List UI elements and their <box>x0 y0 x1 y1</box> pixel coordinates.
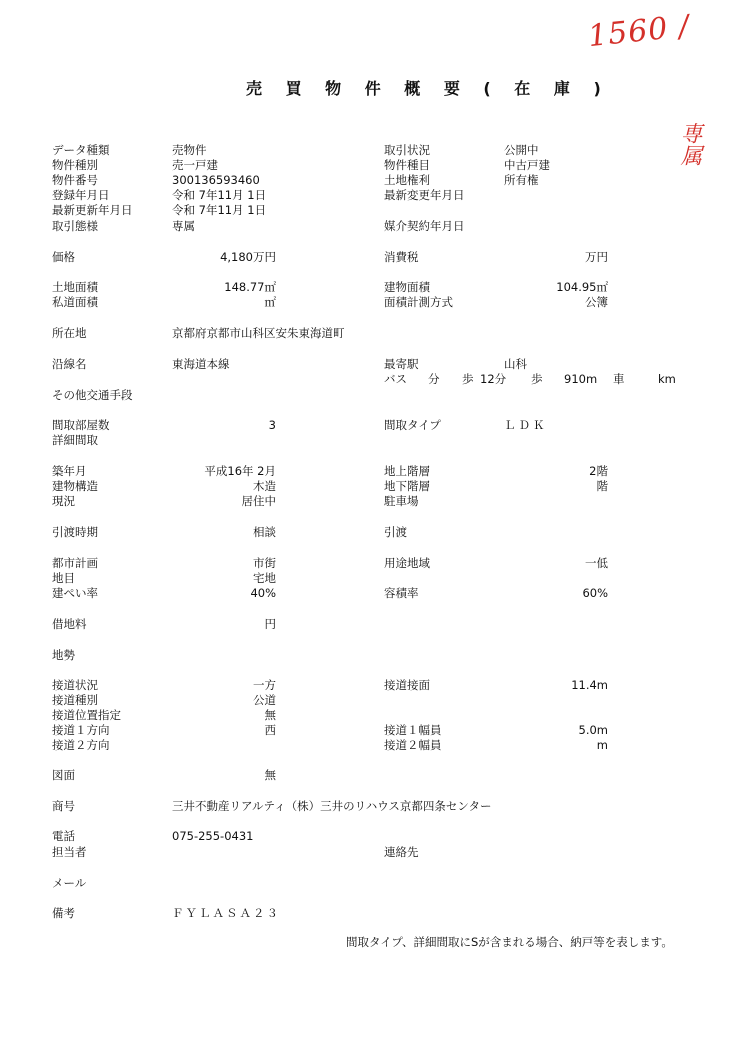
label-land-category: 地目 <box>52 571 75 585</box>
label-road1-direction: 接道１方向 <box>52 723 110 737</box>
label-city-planning: 都市計画 <box>52 556 98 570</box>
value-road-position: 無 <box>264 708 276 722</box>
value-land-rights: 所有権 <box>504 173 539 187</box>
value-road-frontage: 11.4m <box>571 678 608 692</box>
walk-minutes: 12分 <box>480 372 507 386</box>
value-rooms: 3 <box>268 418 276 432</box>
value-property-type: 売一戸建 <box>172 158 218 172</box>
label-handover: 引渡 <box>384 525 407 539</box>
handwritten-mark: 専属 <box>677 122 702 166</box>
label-topography: 地勢 <box>52 648 75 662</box>
value-built: 平成16年 2月 <box>204 464 276 478</box>
value-bcr: 40% <box>250 586 276 600</box>
value-area-method: 公簿 <box>585 295 608 309</box>
car-label: 車 <box>613 372 625 386</box>
label-land-lease: 借地料 <box>52 617 87 631</box>
label-land-area: 土地面積 <box>52 280 98 294</box>
label-staff: 担当者 <box>52 845 87 859</box>
label-transaction-mode: 取引態様 <box>52 219 98 233</box>
value-current-status: 居住中 <box>241 494 276 508</box>
label-last-change-date: 最新変更年月日 <box>384 188 465 202</box>
label-property-item: 物件種目 <box>384 158 430 172</box>
value-remarks: ＦＹＬＡＳＡ２３ <box>172 906 280 920</box>
value-drawing: 無 <box>264 768 276 782</box>
label-current-status: 現況 <box>52 494 75 508</box>
value-transaction-mode: 専属 <box>172 219 195 233</box>
car-km-unit: km <box>658 372 676 386</box>
label-bcr: 建ぺい率 <box>52 586 98 600</box>
label-structure: 建物構造 <box>52 479 98 493</box>
label-detail-layout: 詳細間取 <box>52 433 98 447</box>
value-use-zone: 一低 <box>585 556 608 570</box>
label-line: 沿線名 <box>52 357 87 371</box>
value-road2-width: m <box>596 738 608 752</box>
value-location: 京都府京都市山科区安朱東海道町 <box>172 326 345 340</box>
label-price: 価格 <box>52 250 75 264</box>
label-building-area: 建物面積 <box>384 280 430 294</box>
label-rooms: 間取部屋数 <box>52 418 110 432</box>
value-road-type: 公道 <box>253 693 276 707</box>
label-road2-direction: 接道２方向 <box>52 738 110 752</box>
value-company: 三井不動産リアルティ（株）三井のリハウス京都四条センター <box>172 799 492 813</box>
walk-distance: 910m <box>564 372 598 386</box>
label-company: 商号 <box>52 799 75 813</box>
value-road1-width: 5.0m <box>578 723 608 737</box>
value-transaction-status: 公開中 <box>504 143 539 157</box>
label-last-update-date: 最新更新年月日 <box>52 203 133 217</box>
value-road1-direction: 西 <box>264 723 276 737</box>
label-drawing: 図面 <box>52 768 75 782</box>
value-phone: 075-255-0431 <box>172 829 254 843</box>
value-far: 60% <box>582 586 608 600</box>
value-road-status: 一方 <box>253 678 276 692</box>
label-data-type: データ種類 <box>52 143 110 157</box>
label-phone: 電話 <box>52 829 75 843</box>
label-road-position: 接道位置指定 <box>52 708 121 722</box>
label-road-status: 接道状況 <box>52 678 98 692</box>
value-land-area: 148.77㎡ <box>224 280 276 294</box>
label-road-frontage: 接道接面 <box>384 678 430 692</box>
label-registered-date: 登録年月日 <box>52 188 110 202</box>
value-registered-date: 令和 7年11月 1日 <box>172 188 267 202</box>
label-transaction-status: 取引状況 <box>384 143 430 157</box>
label-layout-type: 間取タイプ <box>384 418 441 432</box>
value-handover-time: 相談 <box>253 525 276 539</box>
value-price: 4,180万円 <box>220 250 276 264</box>
walk-label-1: 歩 <box>462 372 474 386</box>
value-floors-above: 2階 <box>589 464 608 478</box>
bus-label: バス <box>384 372 407 386</box>
label-parking: 駐車場 <box>384 494 419 508</box>
label-road2-width: 接道２幅員 <box>384 738 442 752</box>
value-building-area: 104.95㎡ <box>556 280 608 294</box>
label-handover-time: 引渡時期 <box>52 525 98 539</box>
label-far: 容積率 <box>384 586 419 600</box>
value-structure: 木造 <box>253 479 276 493</box>
label-property-type: 物件種別 <box>52 158 98 172</box>
value-property-number: 300136593460 <box>172 173 260 187</box>
walk-label-2: 歩 <box>531 372 543 386</box>
value-private-road-area: ㎡ <box>264 295 276 309</box>
label-contact: 連絡先 <box>384 845 419 859</box>
label-property-number: 物件番号 <box>52 173 98 187</box>
label-use-zone: 用途地域 <box>384 556 430 570</box>
label-floors-below: 地下階層 <box>384 479 430 493</box>
label-road1-width: 接道１幅員 <box>384 723 442 737</box>
value-consumption-tax: 万円 <box>585 250 608 264</box>
value-layout-type: ＬＤＫ <box>504 418 548 432</box>
label-other-transport: その他交通手段 <box>52 388 133 402</box>
footnote: 間取タイプ、詳細間取にSが含まれる場合、納戸等を表します。 <box>346 935 673 949</box>
value-land-category: 宅地 <box>253 571 276 585</box>
label-built: 築年月 <box>52 464 87 478</box>
value-nearest-station: 山科 <box>504 357 527 371</box>
label-remarks: 備考 <box>52 906 75 920</box>
value-line: 東海道本線 <box>172 357 230 371</box>
label-brokerage-date: 媒介契約年月日 <box>384 219 465 233</box>
label-location: 所在地 <box>52 326 87 340</box>
value-floors-below: 階 <box>596 479 608 493</box>
value-data-type: 売物件 <box>172 143 207 157</box>
label-consumption-tax: 消費税 <box>384 250 419 264</box>
label-road-type: 接道種別 <box>52 693 98 707</box>
page-title: 売 買 物 件 概 要 ( 在 庫 ) <box>246 79 610 98</box>
bus-minutes-unit: 分 <box>428 372 440 386</box>
label-floors-above: 地上階層 <box>384 464 430 478</box>
value-city-planning: 市街 <box>253 556 276 570</box>
label-area-method: 面積計測方式 <box>384 295 453 309</box>
value-last-update-date: 令和 7年11月 1日 <box>172 203 267 217</box>
value-land-lease: 円 <box>264 617 276 631</box>
label-land-rights: 土地権利 <box>384 173 430 187</box>
handwritten-number: 1560 / <box>586 8 692 55</box>
label-nearest-station: 最寄駅 <box>384 357 419 371</box>
label-email: メール <box>52 876 87 890</box>
value-property-item: 中古戸建 <box>504 158 550 172</box>
label-private-road-area: 私道面積 <box>52 295 98 309</box>
